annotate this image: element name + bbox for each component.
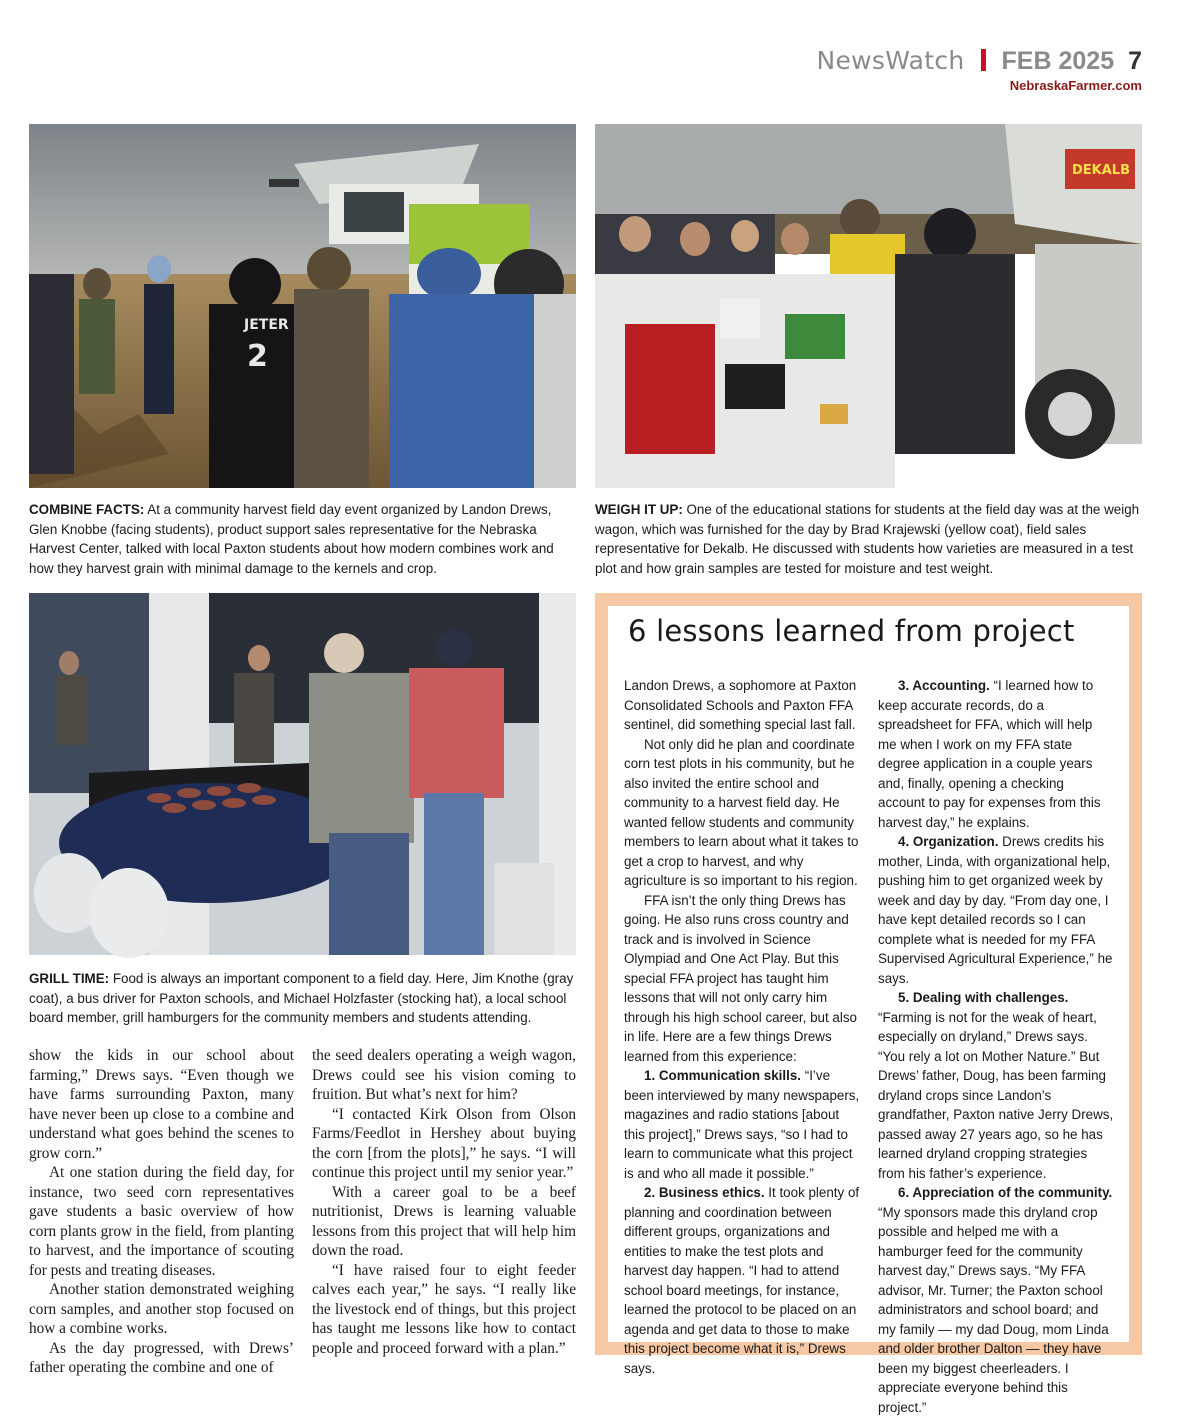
lesson-heading: 6. Appreciation of the community. (898, 1185, 1112, 1200)
weigh-caption (595, 500, 1142, 578)
lesson-item (624, 1066, 860, 1183)
lesson-text: “I learned how to keep accurate records, do a spreadsheet for FFA, which will help me when I work on my FFA state degree application in a couple years and, finally, opening a checking account to pay for expenses from this harvest day,” he explains. (878, 678, 1101, 830)
article-paragraph: show the kids in our school about farming,” Drews says. “Even though we have farms surrounding Paxton, many have never been up close to a combine and understand what goes behind the scenes to grow corn.” (29, 1046, 294, 1163)
lesson-item (624, 1183, 860, 1378)
combine-caption (29, 500, 576, 578)
article-paragraph: At one station during the field day, for instance, two seed corn representatives gave students a basic overview of how corn plants grow in the field, from planting to harvest, and the importance of scouting for pests and treating diseases. (29, 1163, 294, 1280)
sidebar-paragraph: FFA isn’t the only thing Drews has going. He also runs cross country and track and is involved in Science Olympiad and One Act Play. But this special FFA project has taught him lessons that will not only carry him through his high school career, but also in life. Here are a few things Drews learned from this experience: (624, 891, 860, 1067)
lesson-heading: 3. Accounting. (898, 678, 990, 693)
jersey-name: JETER (243, 317, 289, 333)
article-paragraph: “I have raised four to eight feeder calves each year,” he says. “I really like the livestock end of things, but this project has taught me lessons like how to contact people and proceed forward with a plan.” (312, 1261, 576, 1359)
lesson-text: “My sponsors made this dryland crop possible and helped me with a hamburger feed for the community harvest day,” Drews says. “My FFA advisor, Mr. Turner; the Paxton school administrators and school board; and my family — my dad Doug, mom Linda and older brother Dalton — they have been my biggest cheerleaders. I appreciate everyone behind this project.” (878, 1205, 1109, 1415)
lesson-item (878, 1183, 1114, 1203)
lesson-heading: 2. Business ethics. (644, 1185, 765, 1200)
sidebar-paragraph: Not only did he plan and coordinate corn test plots in his community, but he also invited the entire school and community to a harvest field day. He wanted fellow students and community members to learn about what it takes to get a crop to harvest, and why agriculture is so important to his region. (624, 735, 860, 891)
lesson-item (878, 676, 1114, 832)
lesson-item (878, 988, 1114, 1008)
sidebar-paragraph: Landon Drews, a sophomore at Paxton Consolidated Schools and Paxton FFA sentinel, did something special last fall. (624, 676, 860, 735)
page-header (816, 46, 1142, 93)
lesson-heading: 5. Dealing with challenges. (898, 990, 1068, 1005)
lesson-item (878, 1008, 1114, 1184)
header-divider (981, 49, 986, 71)
article-column-2 (312, 1046, 576, 1358)
dekalb-logo: DEKALB (1072, 163, 1130, 178)
caption-text: At a community harvest field day event organized by Landon Drews, Glen Knobbe (facing students), product support sales representative for the Nebraska Harvest Center, talked with local Paxton students about how modern combines work and how they harvest grain with minimal damage to the kernels and crop. (29, 502, 554, 576)
jersey-number: 2 (247, 339, 268, 374)
grill-caption (29, 969, 576, 1028)
caption-label: WEIGH IT UP: (595, 502, 683, 517)
combine-photo (29, 124, 576, 488)
article-paragraph: Another station demonstrated weighing corn samples, and another stop focused on how a combine works. (29, 1280, 294, 1339)
lesson-text: It took plenty of planning and coordination between different groups, organizations and entities to make the test plots and harvest day happen. “I had to attend school board meetings, for instance, learned the protocol to be placed on an agenda and get data to those to make this project become what it is,” Drews says. (624, 1185, 859, 1376)
caption-label: GRILL TIME: (29, 971, 109, 986)
article-paragraph: “I contacted Kirk Olson from Olson Farms/Feedlot in Hershey about buying the corn [from the plots],” he says. “I will continue this project until my senior year.” (312, 1105, 576, 1183)
grill-photo (29, 593, 576, 955)
lesson-item (878, 1203, 1114, 1417)
issue-date: FEB 2025 (1002, 47, 1115, 76)
lesson-item (878, 832, 1114, 988)
caption-label: COMBINE FACTS: (29, 502, 144, 517)
sidebar-column-1 (624, 676, 860, 1378)
sidebar-title: 6 lessons learned from project (628, 614, 1075, 648)
lesson-text: “Farming is not for the weak of heart, especially on dryland,” Drews says. “You rely a lot on Mother Nature.” But Drews’ father, Doug, has been farming dryland crops since Landon’s grandfather, Paxton native Jerry Drews, passed away 27 years ago, so he has learned dryland cropping strategies from his father’s experience. (878, 1010, 1113, 1181)
section-name: NewsWatch (816, 46, 964, 75)
article-paragraph: With a career goal to be a beef nutritionist, Drews is learning valuable lessons from this project that will help him down the road. (312, 1183, 576, 1261)
sidebar-panel (608, 606, 1129, 1342)
weigh-wagon-photo (595, 124, 1142, 488)
lessons-sidebar (595, 593, 1142, 1355)
caption-text: Food is always an important component to a field day. Here, Jim Knothe (gray coat), a bus driver for Paxton schools, and Michael Holzfaster (stocking hat), a local school board member, grill hamburgers for the community members and students attending. (29, 971, 573, 1025)
lesson-text: “I’ve been interviewed by many newspapers, magazines and radio stations [about this project],” Drews says, “so I had to learn to communicate what this project is and who all made it possible.” (624, 1068, 859, 1181)
lesson-heading: 1. Communication skills. (644, 1068, 801, 1083)
sidebar-column-2 (878, 676, 1114, 1417)
article-paragraph: the seed dealers operating a weigh wagon, Drews could see his vision coming to fruition. But what’s next for him? (312, 1046, 576, 1105)
header-line (816, 46, 1142, 76)
article-column-1 (29, 1046, 294, 1378)
website-url: NebraskaFarmer.com (816, 78, 1142, 93)
lesson-text: Drews credits his mother, Linda, with organizational help, pushing him to get organized week by week and day by day. “From day one, I have kept detailed records so I can complete what is needed for my FFA Supervised Agricultural Experience,” he says. (878, 834, 1112, 986)
article-paragraph: As the day progressed, with Drews’ father operating the combine and one of (29, 1339, 294, 1378)
caption-text: One of the educational stations for students at the field day was at the weigh wagon, which was furnished for the day by Brad Krajewski (yellow coat), field sales representative for Dekalb. He discussed with students how varieties are measured in a test plot and how grain samples are tested for moisture and test weight. (595, 502, 1139, 576)
lesson-heading: 4. Organization. (898, 834, 998, 849)
page-number: 7 (1128, 47, 1142, 76)
